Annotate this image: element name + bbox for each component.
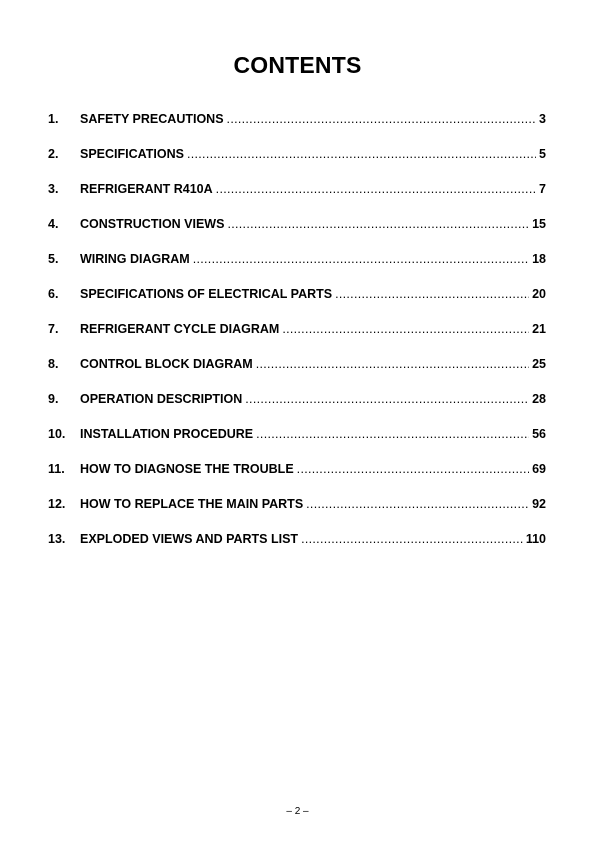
toc-number: 1. [48, 112, 59, 126]
page-title: CONTENTS [233, 52, 362, 78]
toc-label: SPECIFICATIONS [80, 147, 184, 161]
toc-label: SPECIFICATIONS OF ELECTRICAL PARTS [80, 287, 333, 301]
toc-entry-construction-views[interactable] [48, 217, 546, 252]
toc-number: 6. [48, 287, 59, 301]
dot-leader [297, 462, 529, 476]
dot-leader [301, 532, 523, 546]
toc-entry-operation-description[interactable] [48, 392, 546, 427]
dot-leader [306, 497, 529, 511]
toc-label: EXPLODED VIEWS AND PARTS LIST [80, 532, 299, 546]
toc-label: SAFETY PRECAUTIONS [80, 112, 224, 126]
dot-leader [193, 252, 529, 266]
toc-entry-refrigerant-r410a[interactable] [48, 182, 546, 217]
toc-number: 10. [48, 427, 66, 441]
dot-leader [187, 147, 536, 161]
dot-leader [335, 287, 529, 301]
toc-page-number: 5 [539, 147, 546, 161]
toc-entry-wiring-diagram[interactable] [48, 252, 546, 287]
toc-number: 13. [48, 532, 66, 546]
toc-number: 5. [48, 252, 59, 266]
toc-label: OPERATION DESCRIPTION [80, 392, 243, 406]
toc-label: HOW TO REPLACE THE MAIN PARTS [80, 497, 304, 511]
toc-entry-how-to-replace-the-main-parts[interactable] [48, 497, 546, 532]
toc-page-number: 92 [532, 497, 546, 511]
toc-entry-specifications-of-electrical-parts[interactable] [48, 287, 546, 322]
dot-leader [282, 322, 529, 336]
dot-leader [245, 392, 529, 406]
toc-page-number: 25 [532, 357, 546, 371]
toc-page-number: 7 [539, 182, 546, 196]
toc-page-number: 69 [532, 462, 546, 476]
toc-entry-how-to-diagnose-the-trouble[interactable] [48, 462, 546, 497]
toc-number: 12. [48, 497, 66, 511]
toc-entry-safety-precautions[interactable] [48, 112, 546, 147]
toc-label: INSTALLATION PROCEDURE [80, 427, 254, 441]
toc-page-number: 3 [539, 112, 546, 126]
toc-page-number: 20 [532, 287, 546, 301]
toc-page-number: 15 [532, 217, 546, 231]
dot-leader [256, 427, 529, 441]
toc-label: WIRING DIAGRAM [80, 252, 190, 266]
toc-page-number: 28 [532, 392, 546, 406]
page-footer-number: – 2 – [286, 806, 309, 817]
toc-label: REFRIGERANT CYCLE DIAGRAM [80, 322, 280, 336]
toc-entry-refrigerant-cycle-diagram[interactable] [48, 322, 546, 357]
toc-label: CONTROL BLOCK DIAGRAM [80, 357, 253, 371]
dot-leader [256, 357, 529, 371]
toc-entry-specifications[interactable] [48, 147, 546, 182]
toc-label: CONSTRUCTION VIEWS [80, 217, 225, 231]
toc-number: 4. [48, 217, 59, 231]
toc-label: HOW TO DIAGNOSE THE TROUBLE [80, 462, 294, 476]
toc-entry-exploded-views-and-parts-list[interactable] [48, 532, 546, 567]
toc-number: 9. [48, 392, 59, 406]
toc-entry-installation-procedure[interactable] [48, 427, 546, 462]
toc-page-number: 56 [532, 427, 546, 441]
dot-leader [227, 112, 537, 126]
dot-leader [227, 217, 529, 231]
toc-number: 8. [48, 357, 59, 371]
toc-number: 11. [48, 462, 65, 476]
toc-label: REFRIGERANT R410A [80, 182, 213, 196]
dot-leader [216, 182, 536, 196]
toc-page-number: 21 [532, 322, 546, 336]
toc-number: 7. [48, 322, 59, 336]
toc-number: 2. [48, 147, 59, 161]
toc-entry-control-block-diagram[interactable] [48, 357, 546, 392]
toc-page-number: 110 [525, 532, 546, 546]
toc-number: 3. [48, 182, 59, 196]
toc-page-number: 18 [532, 252, 546, 266]
table-of-contents [48, 112, 546, 567]
